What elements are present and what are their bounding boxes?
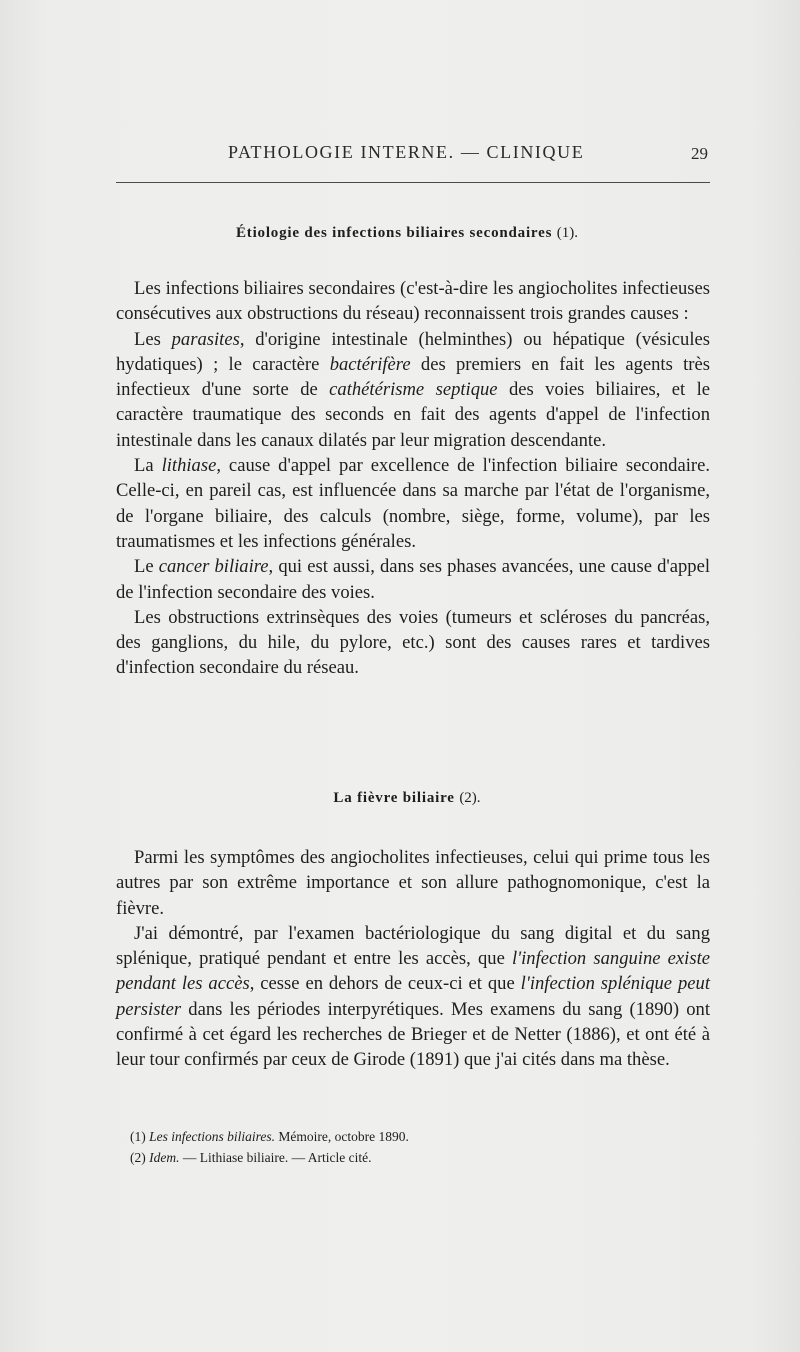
footnote-ref: (2). (459, 790, 481, 806)
paragraph-text: Les infections biliaires secondaires (c'est-à-dire les angiocholites infectieuses consécutives aux obstructions du réseau) reconnaissent trois grandes causes : (116, 278, 710, 325)
running-title: PATHOLOGIE INTERNE. — CLINIQUE (228, 142, 585, 162)
paragraph-text: dans les périodes interpyrétiques. Mes examens du sang (1890) ont confirmé à cet égard les recherches de Brieger et de Netter (1886), et ont été à leur tour confirmés par ceux de Girode (1891) que j'ai cités dans ma thèse. (116, 998, 710, 1071)
italic-term: parasites (171, 328, 240, 350)
paragraph-text: Le (134, 556, 159, 578)
section-title-text: Étiologie des infections biliaires secondaires (235, 225, 553, 241)
italic-term: cancer biliaire (158, 556, 269, 578)
header-rule (116, 182, 710, 183)
paragraph-text: , cause d'appel par excellence de l'infection biliaire secondaire. Celle-ci, en pareil cas, est influencée dans sa marche par l'état de l'organisme, de l'organe biliaire, des calculs (nombre, siège, forme, volume), par les traumatismes et les infections générales. (116, 455, 710, 552)
paragraph (116, 845, 710, 921)
italic-term: l'infection sanguine existe pendant les accès (116, 948, 710, 995)
paragraph-text: Les (134, 328, 172, 350)
section-title-text: La fièvre biliaire (333, 790, 455, 806)
footnote-1 (130, 1126, 710, 1147)
paragraph-text: , qui est aussi, dans ses phases avancées, une cause d'appel de l'infection secondaire des voies. (116, 556, 710, 603)
paragraph-text: des voies biliaires, et le caractère traumatique des seconds en fait des agents d'appel de l'infection intestinale dans les canaux dilatés par leur migration descendante. (116, 379, 710, 451)
paragraph-text: Parmi les symptômes des angiocholites infectieuses, celui qui prime tous les autres par son extrême importance et son allure pathognomonique, c'est la fièvre. (116, 847, 710, 919)
footnote-2 (130, 1147, 710, 1168)
running-head (116, 142, 716, 172)
footnote-title: Idem. (149, 1150, 180, 1165)
paragraph-text: J'ai démontré, par l'examen bactériologique du sang digital et du sang splénique, pratiqué pendant et entre les accès, que (116, 922, 710, 970)
paragraph-text: , cesse en dehors de ceux-ci et que (249, 973, 521, 995)
text-block-etiologie (116, 276, 710, 681)
footnote-number: (2) (130, 1150, 146, 1165)
footnotes (130, 1126, 710, 1168)
paragraph-text: des premiers en fait les agents très infectieux d'une sorte de (116, 353, 710, 401)
italic-term: bactérifère (329, 353, 411, 375)
section-title-etiologie (110, 225, 704, 242)
paragraph-text: , d'origine intestinale (helminthes) ou hépatique (vésicules hydatiques) ; le caractère (116, 328, 711, 375)
footnote-text: — Lithiase biliaire. — Article cité. (179, 1150, 372, 1165)
paragraph (116, 276, 710, 327)
footnote-text: Mémoire, octobre 1890. (275, 1129, 409, 1144)
italic-term: cathétérisme septique (329, 379, 498, 401)
italic-term: lithiase (161, 455, 217, 477)
paragraph (116, 554, 710, 605)
footnote-number: (1) (130, 1129, 146, 1144)
paragraph (116, 921, 710, 1073)
section-title-fievre (110, 790, 704, 807)
paragraph (116, 327, 710, 453)
paragraph (116, 453, 710, 554)
text-block-fievre (116, 845, 710, 1073)
paragraph (116, 605, 710, 681)
italic-term: l'infection splénique peut persister (116, 973, 711, 1020)
paragraph-text: Les obstructions extrinsèques des voies (tumeurs et scléroses du pancréas, des ganglions, du hile, du pylore, etc.) sont des causes rares et tardives d'infection secondaire du réseau. (116, 606, 710, 679)
footnote-title: Les infections biliaires. (149, 1129, 275, 1144)
footnote-ref: (1). (556, 225, 579, 241)
page-number: 29 (691, 144, 708, 163)
paragraph-text: La (134, 455, 162, 477)
